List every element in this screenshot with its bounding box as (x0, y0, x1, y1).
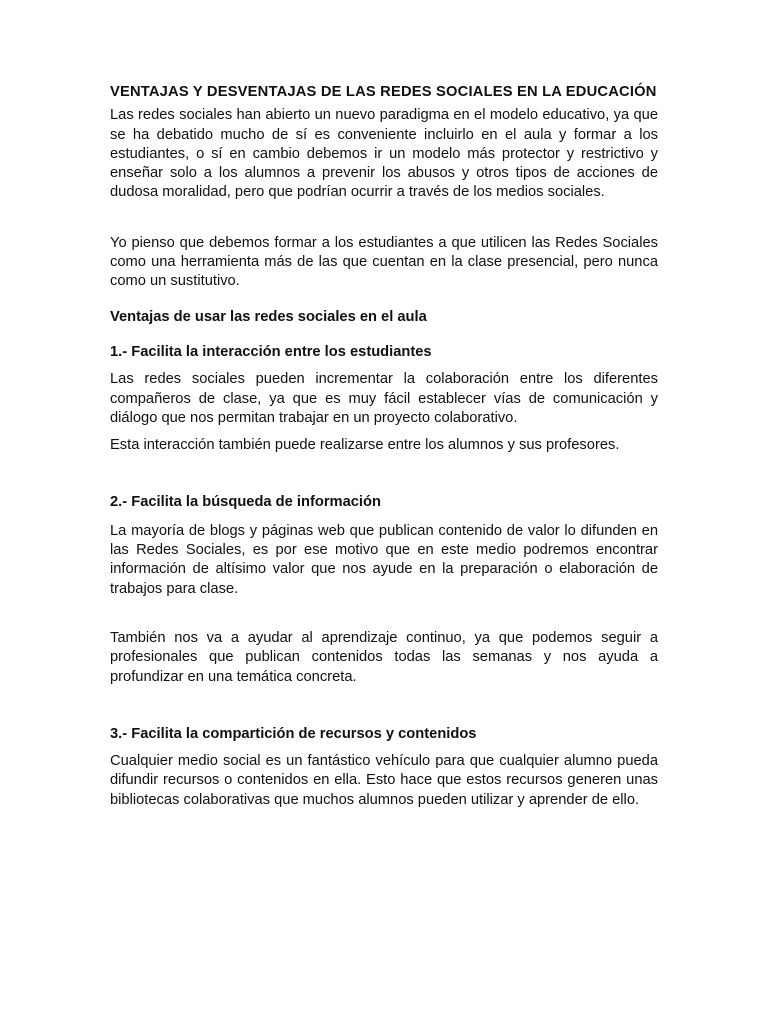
section-2-paragraph-1: La mayoría de blogs y páginas web que publican contenido de valor lo difunden en las Redes Sociales, es por ese motivo que en este medio podremos encontrar información de altísimo valor que nos ayude en la preparación o elaboración de trabajos para clase. (110, 522, 658, 597)
document-title: VENTAJAS Y DESVENTAJAS DE LAS REDES SOCIALES EN LA EDUCACIÓN (110, 84, 657, 100)
section-2-paragraph-2: También nos va a ayudar al aprendizaje continuo, ya que podemos seguir a profesionales que publican contenidos todas las semanas y nos ayuda a profundizar en una temática concreta. (110, 629, 658, 685)
advantages-heading: Ventajas de usar las redes sociales en el aula (110, 308, 427, 325)
opinion-paragraph: Yo pienso que debemos formar a los estudiantes a que utilicen las Redes Sociales como una herramienta más de las que cuentan en la clase presencial, pero nunca como un sustitutivo. (110, 234, 658, 290)
section-1-heading: 1.- Facilita la interacción entre los estudiantes (110, 343, 432, 360)
section-1-paragraph-2: Esta interacción también puede realizarse entre los alumnos y sus profesores. (110, 437, 620, 454)
section-3-paragraph-1: Cualquier medio social es un fantástico vehículo para que cualquier alumno pueda difundir recursos o contenidos en ella. Esto hace que estos recursos generen unas bibliotecas colaborativas que muchos alumnos pueden utilizar y aprender de ello. (110, 753, 658, 808)
document-page (110, 83, 658, 810)
intro-paragraph: Las redes sociales han abierto un nuevo paradigma en el modelo educativo, ya que se ha debatido mucho de sí es conveniente incluirlo en el aula y formar a los estudiantes, o sí en cambio debemos ir un modelo más protector y restrictivo y enseñar solo a los alumnos a prevenir los abusos y otros tipos de acciones de dudosa moralidad, pero que podrían ocurrir a través de los medios sociales. (110, 107, 658, 201)
section-2-heading: 2.- Facilita la búsqueda de información (110, 494, 381, 511)
section-3-heading: 3.- Facilita la compartición de recursos y contenidos (110, 725, 477, 742)
section-1-paragraph-1: Las redes sociales pueden incrementar la colaboración entre los diferentes compañeros de clase, ya que es muy fácil establecer vías de comunicación y diálogo que nos permitan trabajar en un proyecto colaborativo. (110, 371, 658, 426)
